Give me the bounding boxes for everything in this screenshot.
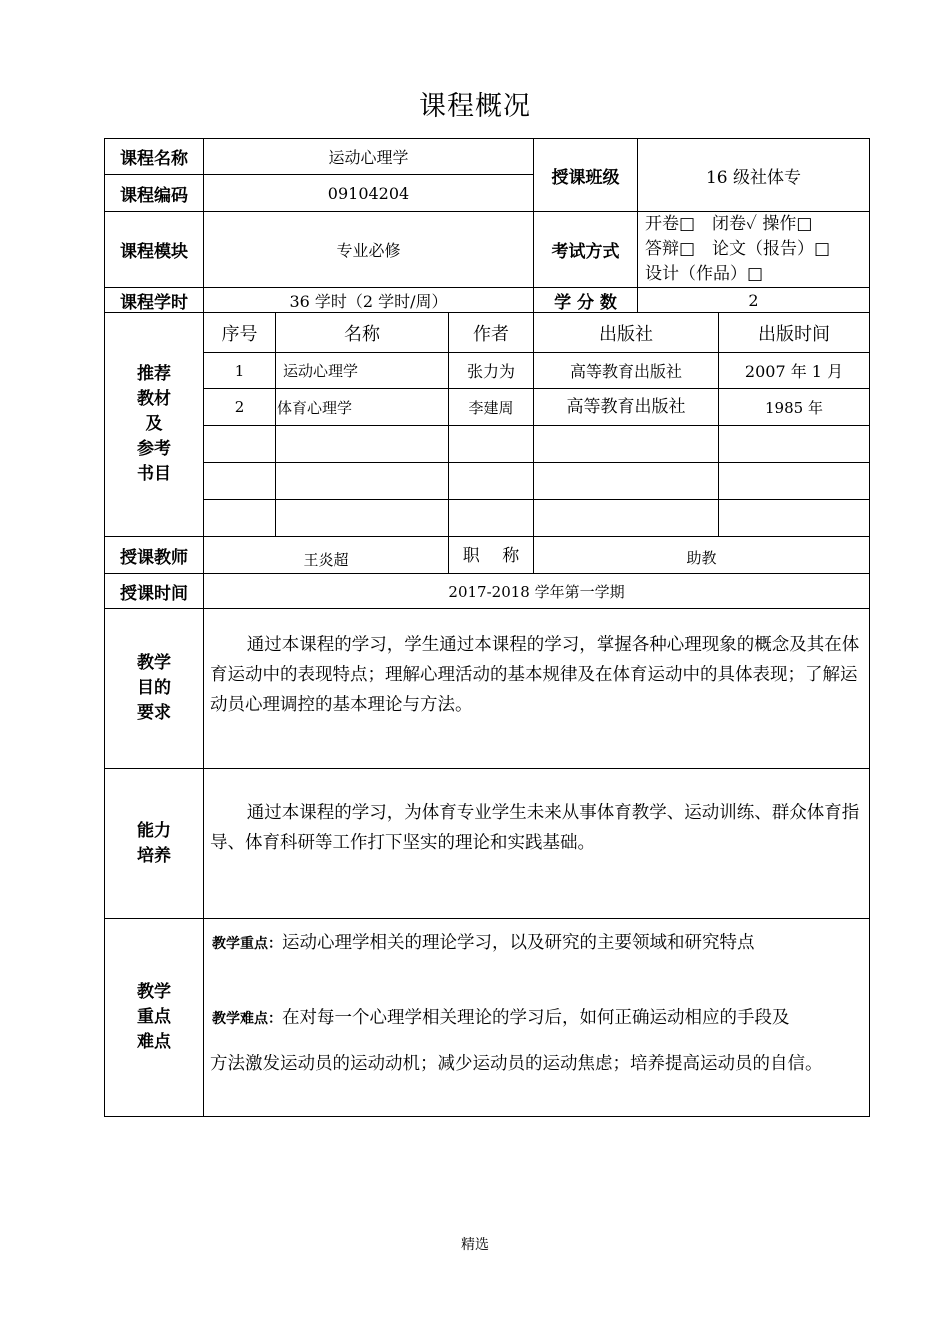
table-cell: 1985 年 (765, 398, 823, 417)
teacher-title-value: 助教 (686, 548, 717, 567)
focus-text: 运动心理学相关的理论学习，以及研究的主要领域和研究特点 (282, 933, 755, 953)
time-value: 2017-2018 学年第一学期 (448, 582, 625, 601)
exam-line: 开卷□ 闭卷✓ 操作□ (645, 214, 813, 234)
books-header-index: 序号 (221, 323, 258, 345)
module-label: 课程模块 (120, 242, 188, 262)
difficulty-label: 教学难点： (212, 1011, 282, 1027)
table-cell: 2 (234, 398, 245, 416)
page-title: 课程概况 (419, 91, 531, 122)
hours-label: 课程学时 (120, 292, 188, 313)
exam-label: 考试方式 (551, 242, 620, 262)
books-header-author: 作者 (473, 323, 509, 345)
class-label: 授课班级 (551, 167, 620, 188)
teacher-value: 王炎超 (303, 550, 349, 569)
focus-line (212, 929, 868, 954)
exam-options (645, 212, 869, 287)
class-value: 16 级社体专 (705, 167, 802, 188)
table-cell: 2007 年 1 月 (744, 362, 844, 381)
teacher-title-label: 职 称 (462, 545, 520, 566)
table-cell: 运动心理学 (283, 362, 359, 380)
time-label: 授课时间 (120, 583, 188, 604)
module-value: 专业必修 (336, 241, 401, 260)
focus-label: 教学重点： (212, 936, 282, 952)
objectives-text: 通过本课程的学习，学生通过本课程的学习，掌握各种心理现象的概念及其在体育运动中的表现特点；理解心理活动的基本规律及在体育运动中的具体表现；了解运动员心理调控的基本理论与方法。 (210, 635, 860, 715)
books-header-publisher: 出版社 (599, 323, 653, 345)
books-header-name: 名称 (344, 323, 380, 345)
books-label: 推荐 教材 及 参考 书目 (137, 364, 171, 484)
table-cell: 高等教育出版社 (566, 396, 686, 417)
course-code-label: 课程编码 (120, 185, 188, 206)
page-footer: 精选 (461, 1237, 489, 1253)
books-header-date: 出版时间 (758, 323, 830, 345)
exam-line: 答辩□ 论文（报告）□ (645, 239, 831, 259)
course-code-value: 09104204 (327, 183, 410, 203)
exam-line: 设计（作品）□ (645, 264, 764, 284)
ability-text: 通过本课程的学习，为体育专业学生未来从事体育教学、运动训练、群众体育指导、体育科研等工作打下坚实的理论和实践基础。 (210, 803, 860, 853)
difficulty-text: 在对每一个心理学相关理论的学习后，如何正确运动相应的手段及 (282, 1008, 790, 1028)
table-cell: 张力为 (466, 362, 515, 381)
table-cell: 高等教育出版社 (569, 362, 682, 381)
key-points-label: 教学 重点 难点 (137, 982, 171, 1052)
teacher-label: 授课教师 (120, 547, 188, 568)
ability-label: 能力 培养 (137, 820, 171, 866)
difficulty-text-cont: 方法激发运动员的运动动机；减少运动员的运动焦虑；培养提高运动员的自信。 (210, 1054, 823, 1074)
table-cell: 1 (234, 361, 245, 380)
credits-label: 学 分 数 (554, 292, 617, 313)
course-name-label: 课程名称 (120, 149, 188, 169)
table-cell: 李建周 (468, 398, 514, 417)
difficulty-line (212, 1004, 868, 1029)
table-cell: 体育心理学 (277, 398, 353, 417)
course-name-value: 运动心理学 (328, 148, 409, 167)
hours-value: 36 学时（2 学时/周） (289, 291, 448, 311)
credits-value: 2 (748, 290, 759, 310)
objectives-label: 教学 目的 要求 (137, 653, 171, 723)
